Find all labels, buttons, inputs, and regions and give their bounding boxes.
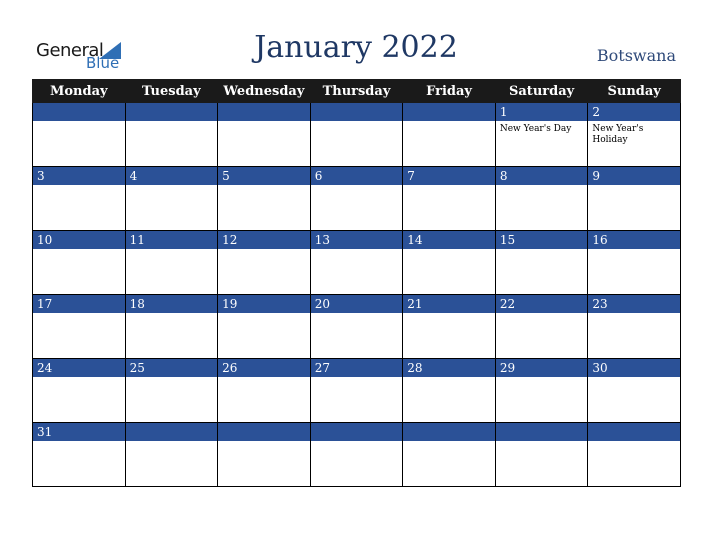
day-cell: [495, 359, 588, 423]
day-number: 30: [588, 359, 680, 377]
holiday-label: New Year's Day: [499, 124, 572, 134]
day-number: [126, 103, 218, 121]
day-cell: [218, 423, 311, 487]
day-cell: [125, 423, 218, 487]
logo-blue-text: Blue: [86, 54, 120, 72]
day-number: 18: [126, 295, 218, 313]
day-cell: [218, 295, 311, 359]
day-number: 3: [33, 167, 125, 185]
day-number: [218, 103, 310, 121]
day-number: 7: [403, 167, 495, 185]
day-number: [33, 103, 125, 121]
day-cell: [218, 231, 311, 295]
day-cell: [125, 359, 218, 423]
day-cell: [310, 423, 403, 487]
day-cell: [403, 103, 496, 167]
day-cell: [403, 423, 496, 487]
country-label: Botswana: [596, 46, 676, 65]
day-number: 11: [126, 231, 218, 249]
day-number: [218, 423, 310, 441]
day-cell: [588, 103, 681, 167]
day-number: [126, 423, 218, 441]
day-cell: [125, 295, 218, 359]
day-number: 5: [218, 167, 310, 185]
day-cell: [33, 231, 126, 295]
weekday-header: Tuesday: [125, 80, 218, 103]
day-cell: [310, 231, 403, 295]
day-number: 22: [496, 295, 588, 313]
day-cell: [403, 359, 496, 423]
weekday-header: Sunday: [588, 80, 681, 103]
day-number: [311, 423, 403, 441]
day-cell: [218, 103, 311, 167]
day-cell: [310, 167, 403, 231]
day-cell: [218, 359, 311, 423]
day-number: 31: [33, 423, 125, 441]
day-number: 24: [33, 359, 125, 377]
day-number: 13: [311, 231, 403, 249]
day-number: 21: [403, 295, 495, 313]
logo-general-text: General: [36, 40, 104, 61]
day-cell: [33, 423, 126, 487]
week-row: [33, 103, 681, 167]
day-number: 26: [218, 359, 310, 377]
day-number: 10: [33, 231, 125, 249]
day-cell: [495, 167, 588, 231]
day-number: [311, 103, 403, 121]
day-number: 17: [33, 295, 125, 313]
day-cell: [495, 231, 588, 295]
calendar-grid: [32, 79, 681, 487]
day-cell: [33, 295, 126, 359]
day-cell: [403, 295, 496, 359]
day-cell: [33, 167, 126, 231]
day-cell: [125, 231, 218, 295]
day-number: [403, 423, 495, 441]
day-cell: [588, 231, 681, 295]
day-number: [496, 423, 588, 441]
day-cell: [588, 167, 681, 231]
day-cell: [125, 167, 218, 231]
day-cell: [310, 359, 403, 423]
day-cell: [588, 295, 681, 359]
day-number: 28: [403, 359, 495, 377]
day-number: 27: [311, 359, 403, 377]
weekday-header-row: [33, 80, 681, 103]
day-number: 23: [588, 295, 680, 313]
day-number: 14: [403, 231, 495, 249]
day-cell: [588, 359, 681, 423]
weekday-header: Thursday: [310, 80, 403, 103]
day-number: 12: [218, 231, 310, 249]
week-row: [33, 423, 681, 487]
day-cell: [218, 167, 311, 231]
day-number: 8: [496, 167, 588, 185]
day-cell: [588, 423, 681, 487]
day-number: 20: [311, 295, 403, 313]
day-number: 19: [218, 295, 310, 313]
day-number: 6: [311, 167, 403, 185]
weekday-header: Saturday: [495, 80, 588, 103]
day-cell: [495, 103, 588, 167]
week-row: [33, 295, 681, 359]
day-number: 25: [126, 359, 218, 377]
weekday-header: Wednesday: [218, 80, 311, 103]
day-cell: [125, 103, 218, 167]
day-cell: [310, 103, 403, 167]
day-cell: [403, 167, 496, 231]
day-cell: [33, 359, 126, 423]
calendar-title: January 2022: [254, 30, 458, 65]
day-number: 15: [496, 231, 588, 249]
day-cell: [495, 423, 588, 487]
weekday-header: Monday: [33, 80, 126, 103]
day-number: 4: [126, 167, 218, 185]
day-cell: [310, 295, 403, 359]
day-cell: [403, 231, 496, 295]
week-row: [33, 231, 681, 295]
day-number: [588, 423, 680, 441]
day-cell: [495, 295, 588, 359]
day-number: [403, 103, 495, 121]
day-number: 16: [588, 231, 680, 249]
weekday-header: Friday: [403, 80, 496, 103]
day-number: 1: [496, 103, 588, 121]
holiday-label: New Year's Holiday: [592, 124, 644, 145]
week-row: [33, 359, 681, 423]
day-number: 9: [588, 167, 680, 185]
day-number: 2: [588, 103, 680, 121]
day-number: 29: [496, 359, 588, 377]
day-cell: [33, 103, 126, 167]
week-row: [33, 167, 681, 231]
